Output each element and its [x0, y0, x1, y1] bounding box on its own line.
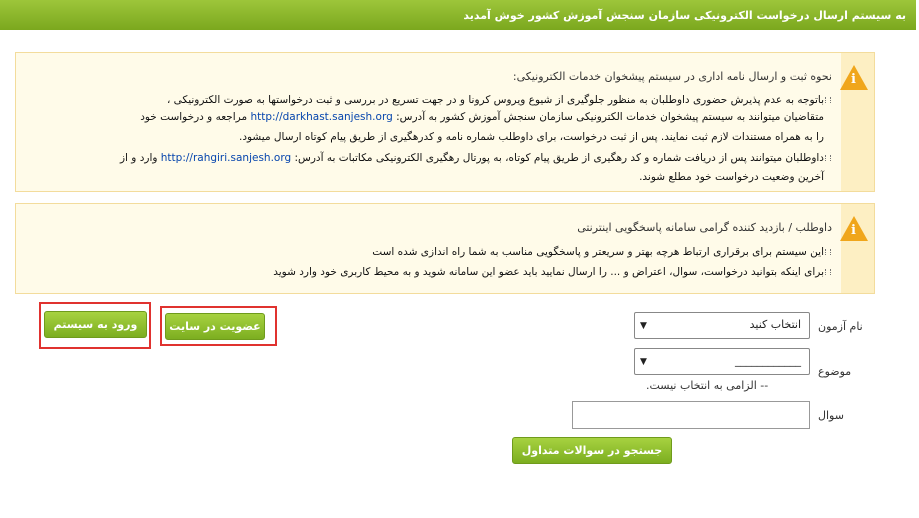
bullet-icon: [825, 97, 831, 103]
bullet-icon: [825, 269, 831, 275]
question-input[interactable]: [572, 401, 810, 429]
welcome-banner: [0, 0, 916, 30]
notice-line: برای اینکه بتوانید درخواست، سوال، اعتراض و ... را ارسال نمایید باید عضو این سامانه شوید و به محیط کاربری خود وارد شوید: [273, 266, 824, 278]
notice-panel-welcome: [15, 203, 875, 294]
subject-select[interactable]: [634, 348, 810, 375]
notice-line: باتوجه به عدم پذیرش حضوری داوطلبان به منظور جلوگیری از شیوع ویروس کرونا و در جهت تسریع در بررسی و ثبت درخواستها به صورت الکترونیکی ،: [166, 94, 824, 106]
chevron-down-icon: ▼: [640, 321, 647, 331]
welcome-text: به سیستم ارسال درخواست الکترونیکی سازمان سنجش آموزش کشور خوش آمدید: [463, 9, 906, 22]
notice-line: آخرین وضعیت درخواست خود مطلع شوند.: [639, 171, 824, 183]
chevron-down-icon: ▼: [640, 357, 647, 367]
notice-line: متقاضیان میتوانند به سیستم پیشخوان خدمات الکترونیکی سازمان سنجش آموزش کشور به آدرس: http://darkhast.sanjesh.org مراجعه و درخواست خود: [140, 111, 824, 123]
notice-line: داوطلبان میتوانند پس از دریافت شماره و کد رهگیری از طریق پیام کوتاه، به پورتال رهگیری الکترونیکی مکاتبات به آدرس: http://rahgiri.sanjesh.org وارد و از: [119, 152, 824, 164]
notice-line: را به همراه مستندات لازم ثبت نمایند. پس از ثبت درخواست، برای داوطلب شماره نامه و کدرهگیری از طریق پیام کوتاه ارسال میشود.: [238, 131, 824, 143]
login-button[interactable]: ورود به سیستم: [44, 311, 147, 338]
bullet-icon: [825, 249, 831, 255]
notice-panel-submission: [15, 52, 875, 192]
warning-icon: i: [840, 216, 868, 241]
question-label: سوال: [818, 409, 844, 422]
warning-icon: i: [840, 65, 868, 90]
notice-title: داوطلب / بازدید کننده گرامی سامانه پاسخگویی اینترنتی: [577, 221, 832, 234]
darkhast-link[interactable]: http://darkhast.sanjesh.org: [250, 111, 393, 123]
exam-label: نام آزمون: [818, 320, 863, 333]
register-button[interactable]: عضویت در سایت: [165, 313, 265, 340]
notice-title: نحوه ثبت و ارسال نامه اداری در سیستم پیشخوان خدمات الکترونیکی:: [512, 70, 832, 83]
notice-line: این سیستم برای برقراری ارتباط هرچه بهتر و سریعتر و پاسخگویی مناسب به شما راه اندازی شده است: [372, 246, 824, 258]
subject-select-value: ____________: [735, 354, 801, 367]
subject-note: -- الزامی به انتخاب نیست.: [646, 379, 769, 392]
exam-select[interactable]: [634, 312, 810, 339]
rahgiri-link[interactable]: http://rahgiri.sanjesh.org: [160, 152, 292, 164]
search-faq-button[interactable]: جستجو در سوالات متداول: [512, 437, 672, 464]
subject-label: موضوع: [818, 365, 852, 378]
exam-select-value: انتخاب کنید: [749, 318, 801, 331]
bullet-icon: [825, 155, 831, 161]
